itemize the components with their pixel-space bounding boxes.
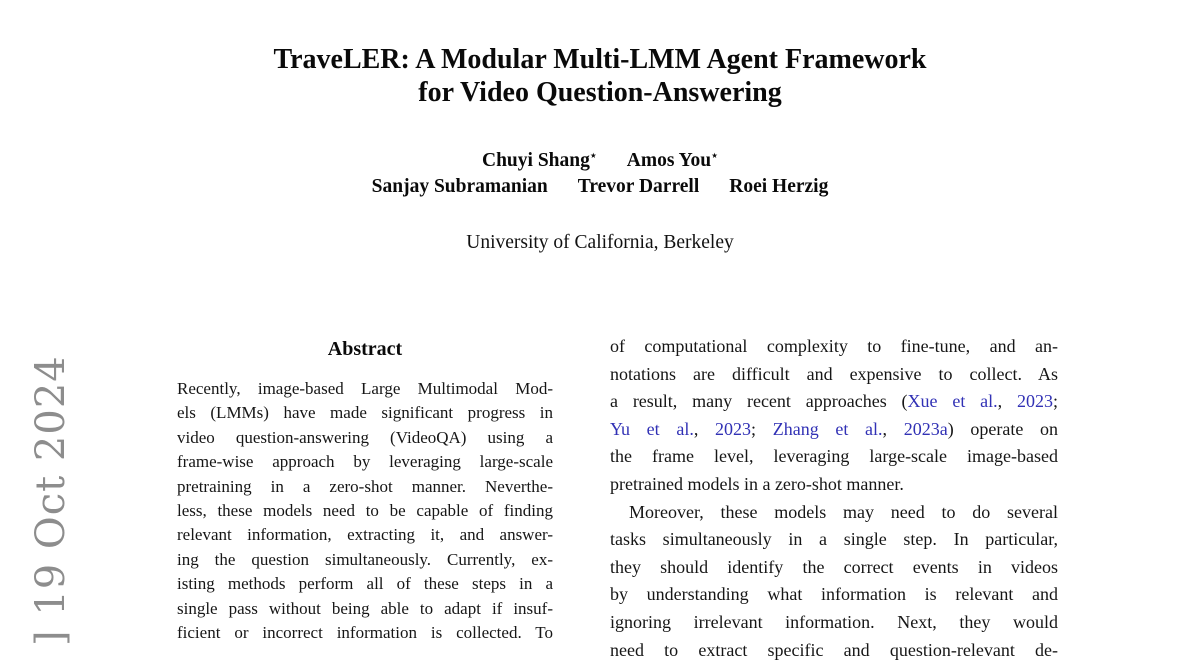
abstract-line: Recently, image-based Large Multimodal Mod- — [177, 379, 553, 398]
citation-link[interactable]: 2023 — [715, 418, 752, 439]
citation-link[interactable]: Yu et al. — [610, 418, 694, 439]
author-mark: ⋆ — [711, 150, 718, 162]
abstract-line: frame-wise approach by leveraging large-scale — [177, 452, 553, 472]
abstract-line: relevant information, extracting it, and answer- — [177, 525, 553, 545]
paper-title-line1: TraveLER: A Modular Multi-LMM Agent Framework — [273, 44, 927, 75]
author-row-1 — [0, 148, 1200, 174]
intro-text-line: need to extract specific and question-relevant de- — [610, 639, 1058, 660]
arxiv-date-stamp: ] 19 Oct 2024 — [28, 355, 74, 646]
abstract-line: video question-answering (VideoQA) using a — [177, 427, 553, 447]
intro-text-line: Moreover, these models may need to do several — [629, 501, 1058, 522]
citation-link[interactable]: 2023 — [1016, 391, 1053, 412]
affiliation: University of California, Berkeley — [466, 232, 734, 253]
author-name: Chuyi Shang⋆ — [482, 150, 597, 171]
intro-text-line: a result, many recent approaches (Xue et al., 2023; — [610, 391, 1058, 412]
abstract-column — [177, 337, 553, 645]
intro-text-line: by understanding what information is relevant and — [610, 584, 1058, 605]
author-name: Amos You⋆ — [626, 150, 718, 171]
intro-text-line: ignoring irrelevant information. Next, they would — [610, 611, 1058, 632]
author-block — [0, 148, 1200, 199]
author-name: Roei Herzig — [729, 175, 829, 197]
citation-link[interactable]: Zhang et al. — [772, 418, 883, 439]
author-mark: ⋆ — [589, 150, 597, 162]
intro-text-line: the frame level, leveraging large-scale image-based — [610, 446, 1058, 467]
intro-text-line: notations are difficult and expensive to collect. As — [610, 363, 1058, 384]
author-name: Trevor Darrell — [577, 175, 700, 197]
abstract-line: less, these models need to be capable of finding — [177, 501, 553, 521]
intro-text-line: pretrained models in a zero-shot manner. — [610, 473, 904, 494]
paper-title-line2: for Video Question-Answering — [418, 77, 782, 109]
abstract-line: ficient or incorrect information is collected. To — [177, 623, 553, 643]
abstract-line: ing the question simultaneously. Currently, ex- — [177, 549, 553, 569]
abstract-line: pretraining in a zero-shot manner. Neverthe- — [177, 476, 553, 496]
citation-link[interactable]: 2023a — [903, 418, 948, 439]
abstract-line: single pass without being able to adapt if insuf- — [177, 598, 553, 618]
intro-text-line: tasks simultaneously in a single step. In particular, — [610, 529, 1058, 550]
author-name: Sanjay Subramanian — [371, 175, 548, 197]
paper-title — [0, 43, 1200, 110]
intro-text-line: of computational complexity to fine-tune, and an- — [610, 336, 1058, 356]
intro-text-line: they should identify the correct events in videos — [610, 556, 1058, 577]
abstract-line: els (LMMs) have made significant progress in — [177, 403, 553, 423]
intro-column — [610, 333, 1058, 664]
intro-text-line: Yu et al., 2023; Zhang et al., 2023a) operate on — [610, 418, 1059, 439]
citation-link[interactable]: Xue et al. — [907, 391, 998, 412]
author-row-2 — [0, 174, 1200, 200]
abstract-heading: Abstract — [327, 338, 403, 360]
abstract-line: isting methods perform all of these steps in a — [177, 574, 553, 594]
